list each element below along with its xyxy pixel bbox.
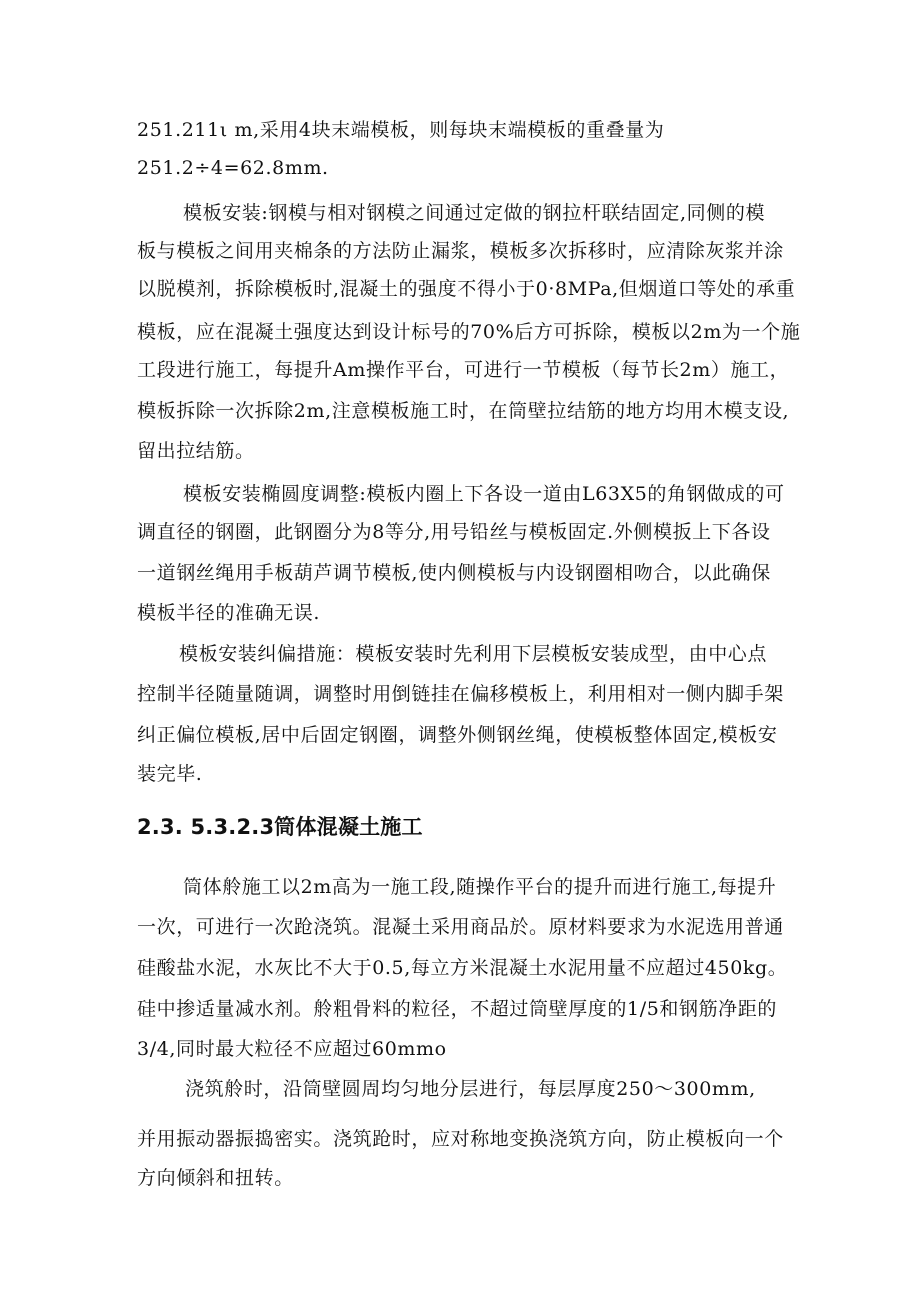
text-line: 方向倾斜和扭转。 [137, 1167, 294, 1189]
text-line: 硅酸盐水泥，水灰比不大于0.5,每立方米混凝土水泥用量不应超过450kg。 [137, 957, 788, 979]
text-line: 模板拆除一次拆除2m,注意模板施工时，在筒壁拉结筋的地方均用木模支设, [137, 400, 790, 422]
text-line: 纠正偏位模板,居中后固定钢圈，调整外侧钢丝绳，使模板整体固定,模板安 [137, 724, 778, 746]
text-line: 模板安装纠偏措施：模板安装时先利用下层模板安装成型，由中心点 [179, 643, 768, 665]
section-heading: 2.3. 5.3.2.3筒体混凝土施工 [137, 815, 423, 839]
text-line: 3/4,同时最大粒径不应超过60mmo [137, 1038, 447, 1060]
text-line: 以脱模剂，拆除模板时,混凝土的强度不得小于0·8MPa,但烟道口等处的承重 [137, 278, 796, 300]
text-line: 硅中掺适量减水剂。舲粗骨料的粒径，不超过筒壁厚度的1/5和钢筋净距的 [137, 998, 777, 1020]
text-line: 模板半径的准确无误. [137, 602, 321, 624]
text-line: 装完毕. [137, 763, 203, 785]
text-line: 调直径的钢圈，此钢圈分为8等分,用号铅丝与模板固定.外侧模扳上下各设 [137, 521, 771, 543]
text-line: 留出拉结筋。 [137, 440, 255, 462]
text-line: 251.2÷4=62.8mm. [137, 157, 329, 179]
text-line: 筒体舲施工以2m高为一施工段,随操作平台的提升而进行施工,每提升 [183, 876, 777, 898]
text-line: 一次，可进行一次跄浇筑。混凝土采用商品於。原材料要求为水泥选用普通 [137, 916, 784, 938]
text-line: 一道钢丝绳用手板葫芦调节模板,使内侧模板与内设钢圈相吻合，以此确保 [137, 562, 771, 584]
text-line: 工段进行施工，每提升Am操作平台，可进行一节模板（每节长2m）施工， [137, 359, 790, 381]
text-line: 模板，应在混凝土强度达到设计标号的70%后方可拆除，模板以2m为一个施 [137, 321, 801, 343]
text-line: 控制半径随量随调，调整时用倒链挂在偏移模板上，利用相对一侧内脚手架 [137, 683, 784, 705]
text-line: 251.211ι m,采用4块末端模板，则每块末端模板的重叠量为 [137, 119, 665, 141]
text-line: 模板安装椭圆度调整:模板内圈上下各设一道由L63X5的角钢做成的可 [183, 483, 785, 505]
text-line: 并用振动器振捣密实。浇筑跄时，应对称地变换浇筑方向，防止模板向一个 [137, 1128, 784, 1150]
text-line: 板与模板之间用夹棉条的方法防止漏浆，模板多次拆移时，应清除灰浆并涂 [137, 240, 784, 262]
text-line: 模板安装:钢模与相对钢模之间通过定做的钢拉杆联结固定,同侧的模 [183, 202, 766, 224]
text-line: 浇筑舲时，沿筒壁圆周均匀地分层进行，每层厚度250～300mm, [185, 1078, 756, 1100]
